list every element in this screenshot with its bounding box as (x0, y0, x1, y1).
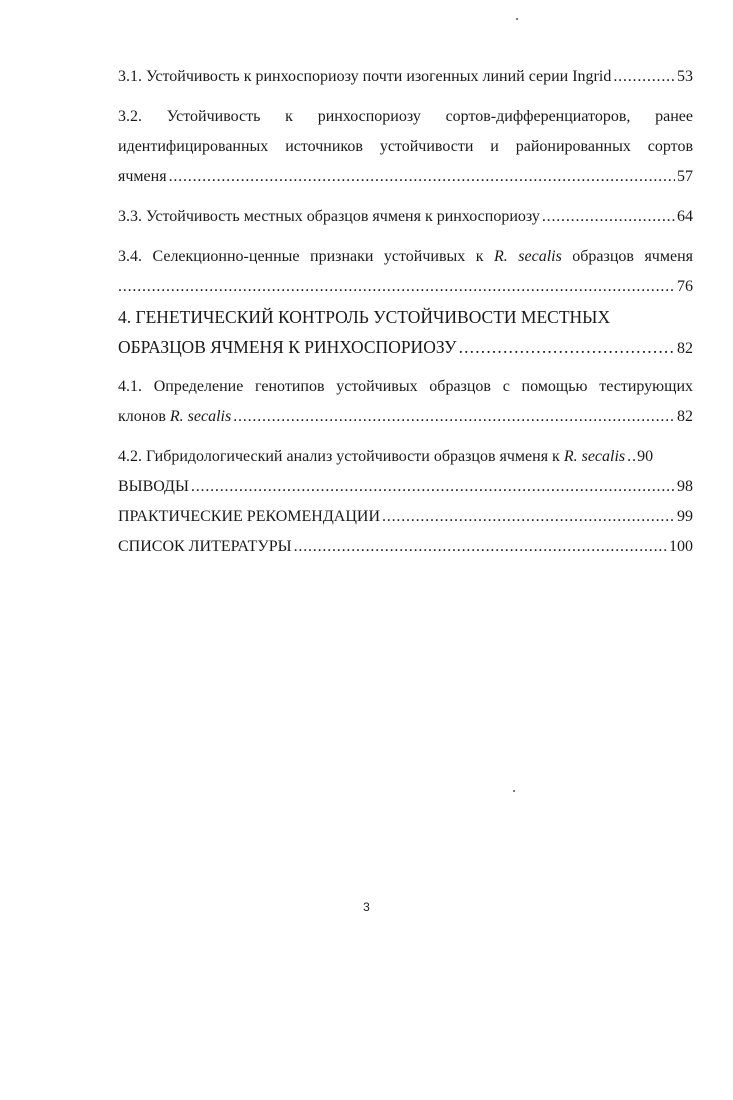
toc-entry-title-line: идентифицированных источников устойчивости и районированных сортов (118, 138, 693, 155)
dot-leader (191, 472, 675, 502)
toc-entry-page: 90 (637, 448, 654, 465)
toc-references (118, 532, 693, 562)
toc-chapter-title-line: ОБРАЗЦОВ ЯЧМЕНЯ К РИНХОСПОРИОЗУ (118, 337, 457, 357)
dot-leader (627, 442, 635, 472)
toc-entry-page: 64 (677, 208, 693, 225)
dot-leader (118, 272, 675, 302)
table-of-contents (118, 62, 693, 562)
toc-entry-page: 76 (677, 278, 693, 295)
toc-entry-3-1 (118, 62, 693, 92)
toc-chapter-4 (118, 302, 693, 362)
dot-leader (233, 402, 675, 432)
toc-entry-page: 100 (669, 538, 693, 555)
toc-chapter-title-line: 4. ГЕНЕТИЧЕСКИЙ КОНТРОЛЬ УСТОЙЧИВОСТИ МЕСТНЫХ (118, 307, 611, 327)
toc-entry-title: СПИСОК ЛИТЕРАТУРЫ (118, 538, 292, 555)
species-name: R. secalis (563, 448, 626, 465)
toc-entry-3-3 (118, 202, 693, 232)
toc-entry-3-2 (118, 102, 693, 192)
page-number: 3 (363, 900, 370, 914)
toc-entry-page: 98 (677, 478, 693, 495)
species-name: R. secalis (169, 408, 232, 425)
toc-entry-title: ПРАКТИЧЕСКИЕ РЕКОМЕНДАЦИИ (118, 508, 380, 525)
dot-leader (294, 532, 667, 562)
toc-entry-title-line: клонов R. secalis (118, 408, 232, 425)
toc-entry-title: 4.2. Гибридологический анализ устойчивости образцов ячменя к R. secalis (118, 448, 626, 465)
species-name: R. secalis (494, 248, 562, 265)
dot-leader (613, 62, 675, 92)
toc-entry-title-line: 3.2. Устойчивость к ринхоспориозу сортов-дифференциаторов, ранее (118, 108, 693, 125)
toc-conclusions (118, 472, 693, 502)
toc-entry-3-4 (118, 242, 693, 302)
toc-entry-page: 57 (677, 168, 693, 185)
toc-entry-page: 53 (677, 68, 693, 85)
toc-entry-title: 3.1. Устойчивость к ринхоспориозу почти изогенных линий серии Ingrid (118, 68, 612, 85)
toc-entry-title: ВЫВОДЫ (118, 478, 189, 495)
toc-entry-title-line: 4.1. Определение генотипов устойчивых образцов с помощью тестирующих (118, 378, 693, 395)
dot-leader (459, 332, 675, 362)
toc-entry-page: 82 (677, 340, 693, 357)
toc-entry-page: 99 (677, 508, 693, 525)
toc-entry-4-2 (118, 442, 693, 472)
dot-leader (542, 202, 675, 232)
scan-speck (516, 18, 518, 20)
dot-leader (169, 162, 675, 192)
toc-entry-page: 82 (677, 408, 693, 425)
toc-recommendations (118, 502, 693, 532)
scan-speck (513, 790, 515, 792)
toc-entry-4-1 (118, 372, 693, 432)
toc-entry-title-line: ячменя (118, 168, 167, 185)
toc-entry-title-line: 3.4. Селекционно-ценные признаки устойчивых к R. secalis образцов ячменя (118, 248, 693, 265)
dot-leader (382, 502, 675, 532)
toc-entry-title: 3.3. Устойчивость местных образцов ячменя к ринхоспориозу (118, 208, 540, 225)
